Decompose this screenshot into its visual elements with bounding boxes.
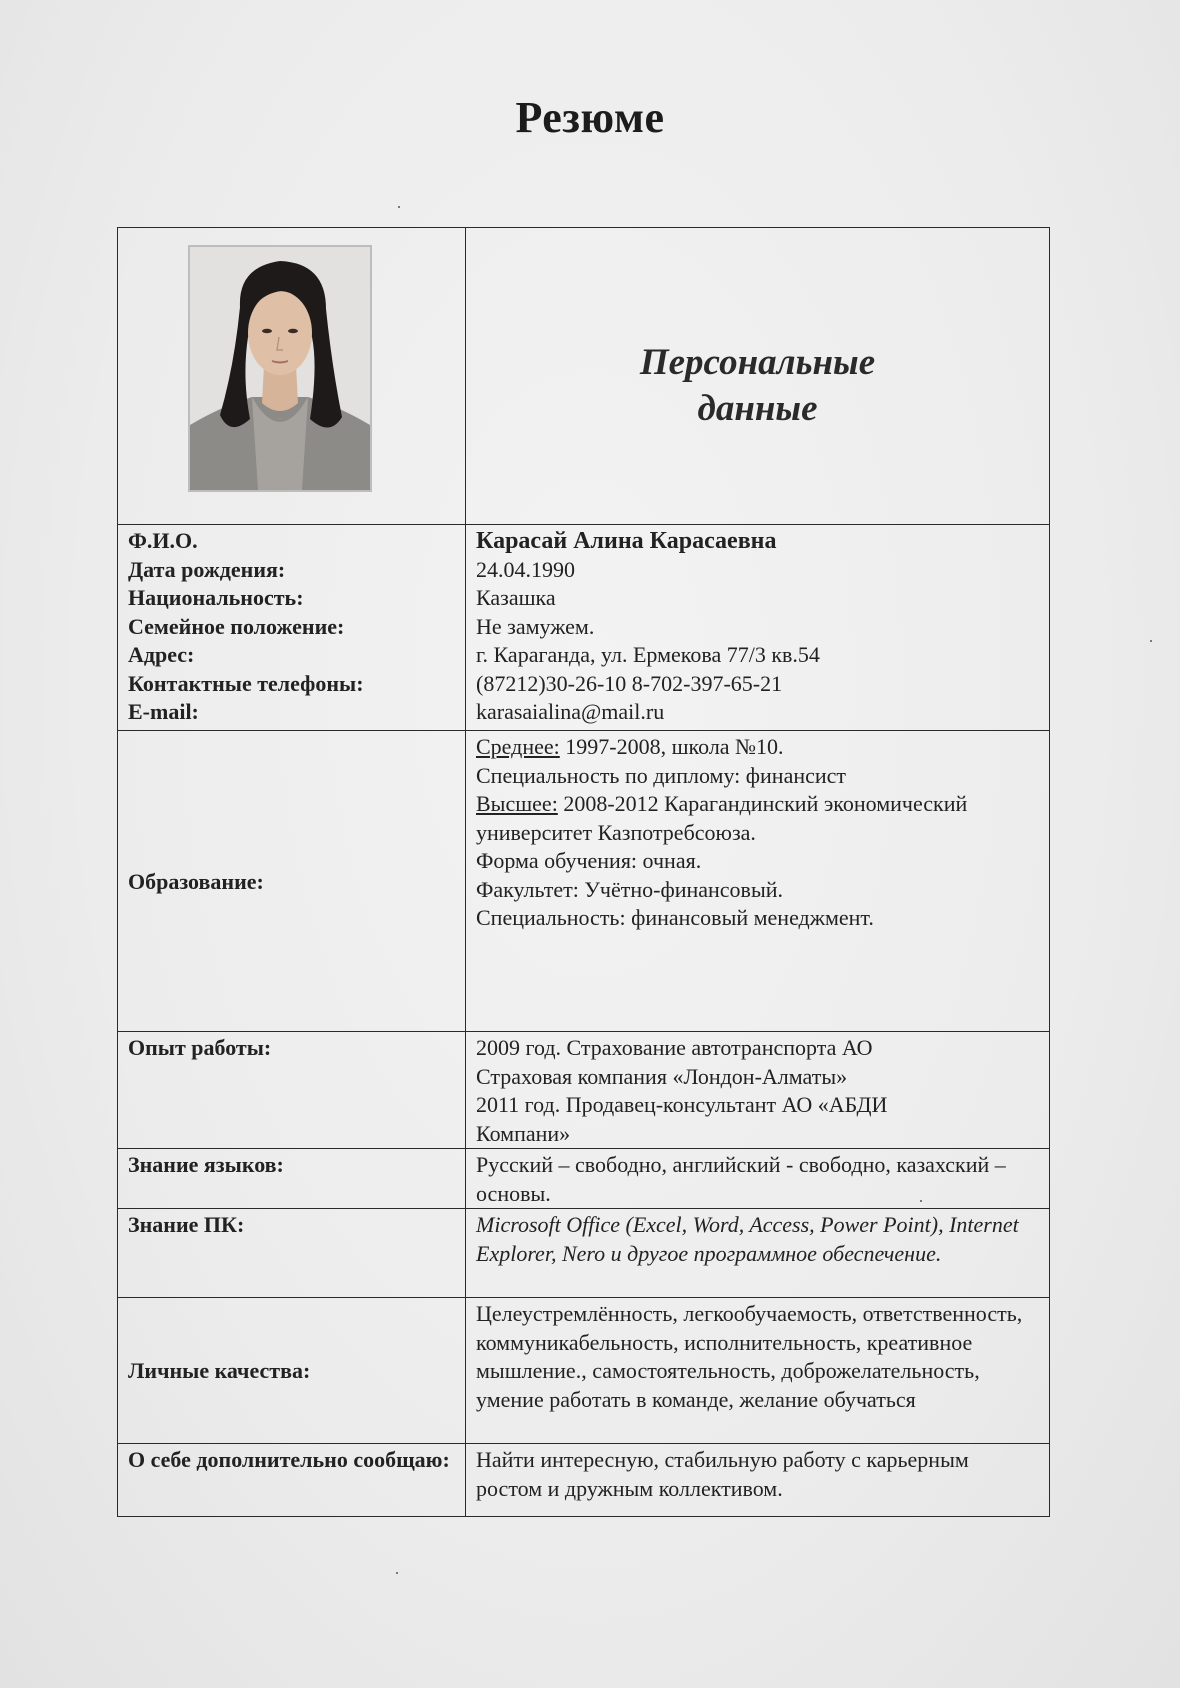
secondary-education — [476, 733, 1039, 762]
scan-speck — [1150, 640, 1152, 642]
section-heading: Персональные данные — [639, 342, 876, 429]
qualities-row — [118, 1298, 1050, 1444]
label-birth-date: Дата рождения: — [128, 556, 286, 582]
personal-values — [466, 525, 1050, 731]
higher-label: Высшее: — [476, 791, 558, 816]
higher-education — [476, 790, 1039, 847]
marital-status: Не замужем. — [476, 613, 595, 639]
email: karasaialina@mail.ru — [476, 699, 665, 724]
diploma-specialty: Специальность по диплому: финансист — [476, 762, 847, 788]
experience-line: Страховая компания «Лондон-Алматы» — [476, 1063, 848, 1089]
photo-cell — [118, 228, 466, 525]
about-text: Найти интересную, стабильную работу с карьерным ростом и дружным коллективом. — [466, 1444, 1050, 1517]
scan-speck — [920, 1200, 922, 1202]
experience-values — [466, 1032, 1050, 1149]
study-form: Форма обучения: очная. — [476, 848, 702, 873]
label-phones: Контактные телефоны: — [128, 670, 364, 696]
secondary-text: 1997-2008, школа №10. — [559, 734, 784, 759]
portrait-photo — [188, 245, 372, 492]
experience-row — [118, 1032, 1050, 1149]
qualities-text: Целеустремлённость, легкообучаемость, ответственность, коммуникабельность, исполнительность, креативное мышление., самостоятельность, доброжелательность, умение работать в команде, желание обучаться — [466, 1298, 1050, 1444]
pc-skills-label: Знание ПК: — [118, 1209, 466, 1298]
scan-speck — [398, 206, 400, 208]
languages-text: Русский – свободно, английский - свободно, казахский – основы. — [466, 1149, 1050, 1209]
education-values — [466, 731, 1050, 1032]
scan-speck — [396, 1572, 398, 1574]
experience-line: Компани» — [476, 1120, 571, 1146]
education-label: Образование: — [118, 731, 466, 1032]
address: г. Караганда, ул. Ермекова 77/3 кв.54 — [476, 642, 820, 667]
nationality: Казашка — [476, 585, 556, 610]
specialty: Специальность: финансовый менеджмент. — [476, 905, 874, 930]
label-fio: Ф.И.О. — [128, 528, 198, 553]
pc-skills-row — [118, 1209, 1050, 1298]
section-heading-cell — [466, 228, 1050, 525]
experience-line: 2009 год. Страхование автотранспорта АО — [476, 1035, 873, 1060]
education-row — [118, 731, 1050, 1032]
about-row — [118, 1444, 1050, 1517]
page-title: Резюме — [515, 93, 665, 142]
secondary-label: Среднее: — [476, 734, 560, 759]
higher-text: 2008-2012 Карагандинский экономический университет Казпотребсоюза. — [476, 791, 968, 845]
personal-row — [118, 525, 1050, 731]
birth-date: 24.04.1990 — [476, 556, 575, 582]
personal-labels — [118, 525, 466, 731]
label-email: E-mail: — [128, 699, 199, 724]
languages-label: Знание языков: — [118, 1149, 466, 1209]
about-label: О себе дополнительно сообщаю: — [118, 1444, 466, 1517]
resume-table — [117, 227, 1050, 1517]
phones: (87212)30-26-10 8-702-397-65-21 — [476, 670, 783, 696]
experience-label: Опыт работы: — [118, 1032, 466, 1149]
pc-skills-text: Microsoft Office (Excel, Word, Access, Power Point), Internet Explorer, Nero и другое программное обеспечение. — [466, 1209, 1050, 1298]
header-row — [118, 228, 1050, 525]
qualities-label: Личные качества: — [118, 1298, 466, 1444]
faculty: Факультет: Учётно-финансовый. — [476, 876, 784, 902]
experience-line: 2011 год. Продавец-консультант АО «АБДИ — [476, 1092, 888, 1117]
languages-row — [118, 1149, 1050, 1209]
full-name: Карасай Алина Карасаевна — [476, 528, 777, 554]
portrait-photo-icon — [190, 247, 370, 490]
label-nationality: Национальность: — [128, 585, 304, 610]
label-marital-status: Семейное положение: — [128, 613, 345, 639]
label-address: Адрес: — [128, 642, 195, 667]
